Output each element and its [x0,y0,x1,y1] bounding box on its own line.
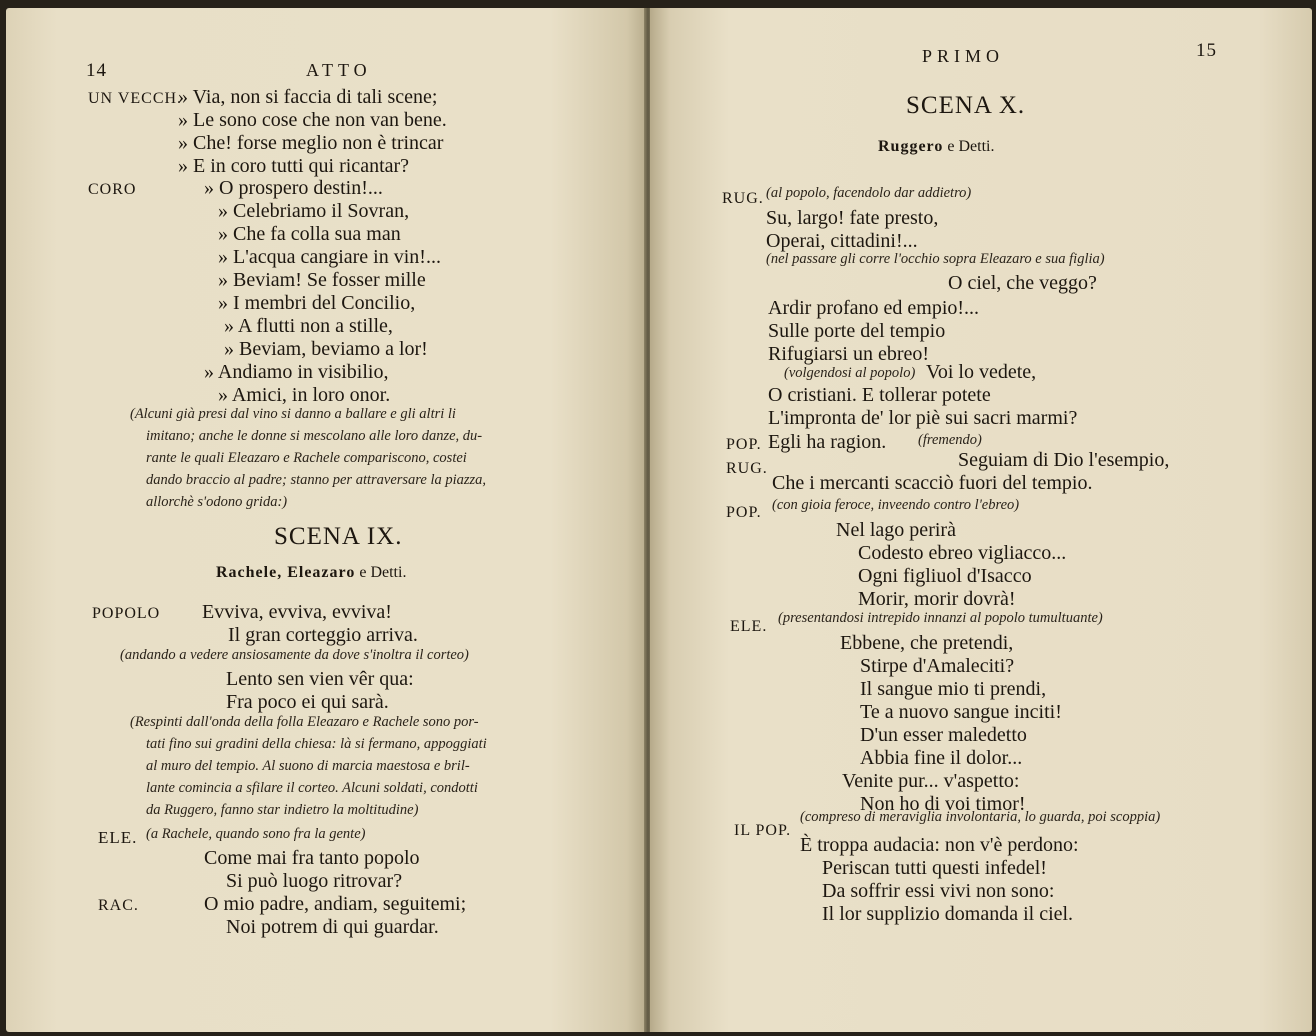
scene-characters-bold: Rachele, Eleazaro [216,564,356,581]
speaker-label: POP. [726,436,762,453]
verse-line: Seguiam di Dio l'esempio, [958,449,1170,471]
verse-line: Operai, cittadini!... [766,230,918,252]
verse-line: Noi potrem di qui guardar. [226,916,439,938]
speaker-label: ELE. [98,828,138,847]
verse-line: Venite pur... v'aspetto: [842,770,1020,792]
speaker-label: ELE. [730,618,768,635]
stage-direction: da Ruggero, fanno star indietro la moltitudine) [146,802,419,818]
verse-line: Voi lo vedete, [926,361,1037,383]
verse-line: Si può luogo ritrovar? [226,870,403,892]
verse-line: Ogni figliuol d'Isacco [858,565,1032,587]
stage-direction: (al popolo, facendolo dar addietro) [766,185,972,201]
scene-title: SCENA X. [906,92,1026,119]
stage-direction: al muro del tempio. Al suono di marcia maestosa e bril- [146,758,470,774]
stage-direction: (nel passare gli corre l'occhio sopra Eleazaro e sua figlia) [766,251,1105,267]
stage-direction: lante comincia a sfilare il corteo. Alcuni soldati, condotti [146,780,478,796]
verse-line: Rifugiarsi un ebreo! [768,343,930,365]
page-number: 14 [86,60,107,81]
verse-line: Il gran corteggio arriva. [228,624,418,646]
verse-line: » Andiamo in visibilio, [204,361,389,383]
speaker-label: CORO [88,181,137,198]
verse-line: » Beviam, beviamo a lor! [224,338,428,360]
verse-line: » Via, non si faccia di tali scene; [178,86,438,108]
verse-line: » Beviam! Se fosser mille [218,269,426,291]
verse-line: Morir, morir dovrà! [858,588,1016,610]
speaker-label: RUG. [722,190,764,207]
scene-characters-bold: Ruggero [878,138,944,155]
scene-characters-rest: e Detti. [943,138,995,155]
verse-line: Lento sen vien vêr qua: [226,668,414,690]
speaker-label: RAC. [98,897,139,914]
stage-direction: (fremendo) [918,432,982,448]
verse-line: Non ho di voi timor! [860,793,1026,815]
scene-characters-rest: e Detti. [355,564,407,581]
stage-direction: (compreso di meraviglia involontaria, lo guarda, poi scoppia) [800,809,1161,825]
verse-line: Stirpe d'Amaleciti? [860,655,1015,677]
scene-characters [216,564,406,582]
speaker-label: IL POP. [734,822,792,839]
verse-line: Nel lago perirà [836,519,956,541]
verse-line: Ardir profano ed empio!... [768,297,980,319]
verse-line: Come mai fra tanto popolo [204,847,420,869]
page-number: 15 [1196,40,1217,61]
verse-line: » O prospero destin!... [204,177,383,199]
verse-line: L'impronta de' lor piè sui sacri marmi? [768,407,1078,429]
verse-line: Egli ha ragion. [768,431,887,453]
verse-line: Fra poco ei qui sarà. [226,691,389,713]
right-page [650,8,1312,1032]
stage-direction: (Respinti dall'onda della folla Eleazaro e Rachele sono por- [130,714,479,730]
stage-direction: (Alcuni già presi dal vino si danno a ballare e gli altri li [130,406,456,422]
stage-direction: imitano; anche le donne si mescolano alle loro danze, du- [146,428,483,444]
verse-line: » I membri del Concilio, [218,292,416,314]
stage-direction: allorchè s'odono grida:) [146,494,288,510]
verse-line: » Celebriamo il Sovran, [218,200,410,222]
left-page [6,8,646,1032]
verse-line: Ebbene, che pretendi, [840,632,1014,654]
verse-line: » Che! forse meglio non è trincar [178,132,444,154]
verse-line: » E in coro tutti qui ricantar? [178,155,410,177]
stage-direction: dando braccio al padre; stanno per attraversare la piazza, [146,472,487,488]
verse-line: » L'acqua cangiare in vin!... [218,246,441,268]
speaker-label: POPOLO [92,605,161,622]
verse-line: D'un esser maledetto [860,724,1027,746]
scene-characters [878,138,994,156]
scene-title: SCENA IX. [274,523,403,550]
verse-line: O cristiani. E tollerar potete [768,384,991,406]
verse-line: Su, largo! fate presto, [766,207,939,229]
verse-line: Da soffrir essi vivi non sono: [822,880,1055,902]
stage-direction: (presentandosi intrepido innanzi al popolo tumultuante) [778,610,1103,626]
verse-line: » Che fa colla sua man [218,223,401,245]
verse-line: Il sangue mio ti prendi, [860,678,1047,700]
verse-line: O mio padre, andiam, seguitemi; [204,893,467,915]
stage-direction: (andando a vedere ansiosamente da dove s'inoltra il corteo) [120,647,469,663]
running-head: PRIMO [922,46,1005,66]
speaker-label: UN VECCH. [88,90,183,107]
verse-line: O ciel, che veggo? [948,272,1097,294]
stage-direction: (a Rachele, quando sono fra la gente) [146,826,366,842]
speaker-label: POP. [726,504,762,521]
running-head: ATTO [306,60,372,80]
verse-line: È troppa audacia: non v'è perdono: [800,834,1079,856]
verse-line: Evviva, evviva, evviva! [202,601,392,623]
stage-direction: (volgendosi al popolo) [784,365,916,381]
verse-line: Il lor supplizio domanda il ciel. [822,903,1074,925]
verse-line: Abbia fine il dolor... [860,747,1023,769]
stage-direction: tati fino sui gradini della chiesa: là si fermano, appoggiati [146,736,487,752]
verse-line: Te a nuovo sangue inciti! [860,701,1062,723]
stage-direction: rante le quali Eleazaro e Rachele compariscono, costei [146,450,467,466]
verse-line: » Le sono cose che non van bene. [178,109,447,131]
verse-line: Che i mercanti scacciò fuori del tempio. [772,472,1093,494]
verse-line: Sulle porte del tempio [768,320,946,342]
verse-line: » A flutti non a stille, [224,315,393,337]
verse-line: Codesto ebreo vigliacco... [858,542,1067,564]
stage-direction: (con gioia feroce, inveendo contro l'ebreo) [772,497,1020,513]
verse-line: » Amici, in loro onor. [218,384,391,406]
verse-line: Periscan tutti questi infedel! [822,857,1047,879]
speaker-label: RUG. [726,460,768,477]
